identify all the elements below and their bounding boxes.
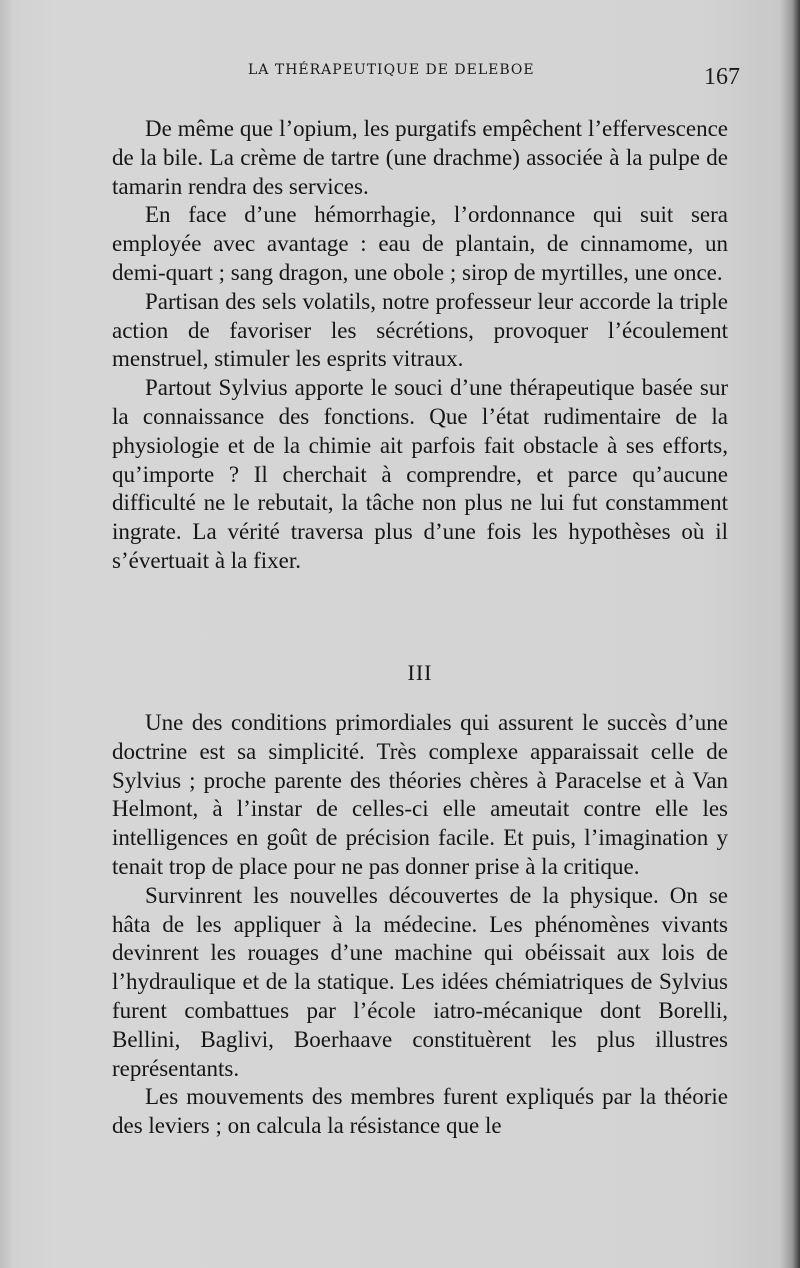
- page-number: 167: [704, 64, 740, 90]
- paragraph: Une des conditions primordiales qui assurent le succès d’une doctrine est sa simplicité. Très complexe apparaissait celle de Sylvius ; proche parente des théories chères à Paracelse et à Van Helmont, à l’instar de celles-ci elle ameutait contre elle les intelligences en goût de précision facile. Et puis, l’imagination y tenait trop de place pour ne pas donner prise à la critique.: [112, 710, 728, 879]
- text-block-after-section: [112, 709, 728, 1141]
- section-heading: III: [407, 660, 433, 685]
- paragraph: En face d’une hémorrhagie, l’ordonnance qui suit sera employée avec avantage : eau de plantain, de cinnamome, un demi-quart ; sang dragon, une obole ; sirop de myrtilles, une once.: [112, 202, 728, 285]
- text-block-before-section: [112, 115, 728, 576]
- paragraph: Survinrent les nouvelles découvertes de la physique. On se hâta de les appliquer à la médecine. Les phénomènes vivants devinrent les rouages d’une machine qui obéissait aux lois de l’hydraulique et de la statique. Les idées chémiatriques de Sylvius furent combattues par l’école iatro-mécanique dont Borelli, Bellini, Baglivi, Boerhaave constituèrent les plus illustres représentants.: [112, 882, 728, 1081]
- paragraph: Partout Sylvius apporte le souci d’une thérapeutique basée sur la connaissance des fonctions. Que l’état rudimentaire de la physiologie et de la chimie ait parfois fait obstacle à ses efforts, qu’importe ? Il cherchait à comprendre, et parce qu’aucune difficulté ne le rebutait, la tâche non plus ne lui fut constamment ingrate. La vérité traversa plus d’une fois les hypothèses où il s’évertuait à la fixer.: [112, 375, 728, 573]
- paragraph: De même que l’opium, les purgatifs empêchent l’effervescence de la bile. La crème de tartre (une drachme) associée à la pulpe de tamarin rendra des services.: [112, 116, 728, 199]
- running-head: LA THÉRAPEUTIQUE DE DELEBOE: [248, 62, 535, 78]
- paragraph: Les mouvements des membres furent expliqués par la théorie des leviers ; on calcula la résistance que le: [112, 1084, 728, 1139]
- paragraph: Partisan des sels volatils, notre professeur leur accorde la triple action de favoriser les sécrétions, provoquer l’écoulement menstruel, stimuler les esprits vitraux.: [112, 288, 728, 372]
